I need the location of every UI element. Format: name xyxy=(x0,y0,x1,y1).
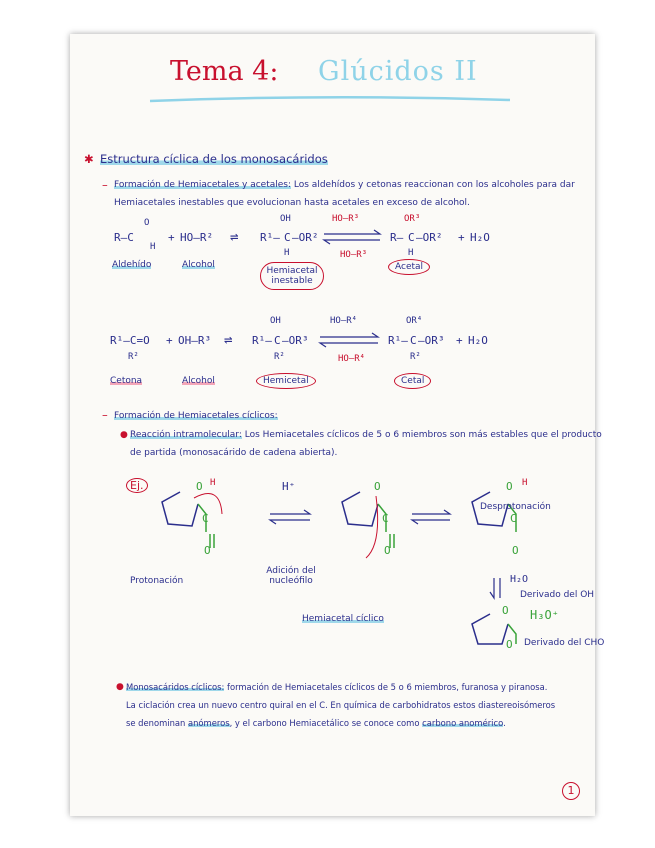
r2-label-alcohol: Alcohol xyxy=(182,376,215,386)
derived-oh: Derivado del OH xyxy=(520,590,595,600)
ej-label: Ej. xyxy=(126,478,148,493)
bullet1-line1: Los Hemiacetales cíclicos de 5 o 6 miembros son más estables que el producto xyxy=(244,430,602,440)
r2-ketal-bottom: R² xyxy=(410,352,421,362)
section3-line3-e: . xyxy=(503,718,506,728)
r2-water: H₂O xyxy=(468,334,488,347)
r2-eq-arrows xyxy=(320,333,382,347)
r1-reagent-top: HO–R³ xyxy=(332,214,360,224)
r2-ketal-c: C xyxy=(410,334,417,347)
r1-label-aldehyde: Aldehído xyxy=(112,260,152,270)
r1-label-hemi: Hemiacetal inestable xyxy=(260,262,324,290)
hydronium-label: H₃O⁺ xyxy=(530,608,559,622)
r2-plus1: + xyxy=(166,334,173,347)
r2-arrow: ⇌ xyxy=(224,332,233,348)
sub1-line2: Hemiacetales inestables que evolucionan hasta acetales en exceso de alcohol. xyxy=(114,198,470,208)
title-underline xyxy=(150,96,510,106)
r1-acetal-top: OR³ xyxy=(404,214,421,224)
r2-label-ketone: Cetona xyxy=(110,376,143,386)
r2-reagent-top: HO–R⁴ xyxy=(330,316,358,326)
ring4-o: O xyxy=(502,604,509,617)
r2-hemi-left: R¹– xyxy=(252,334,272,347)
notebook-page xyxy=(70,34,605,816)
bullet-icon: ● xyxy=(120,430,128,440)
ring3-c: C xyxy=(510,512,517,525)
sub1-line1: Los aldehídos y cetonas reaccionan con los alcoholes para dar xyxy=(293,180,575,190)
r2-ketal-top: OR⁴ xyxy=(406,316,423,326)
r1-h-bottom: H xyxy=(284,248,290,258)
r1-hemi-right: –OR² xyxy=(292,231,319,244)
r1-acetal-bottom: H xyxy=(408,248,414,258)
bullet-icon: ● xyxy=(116,682,124,692)
sub1-heading: Formación de Hemiacetales y acetales: xyxy=(114,180,292,190)
section3-line3-a: se denominan xyxy=(126,718,186,728)
ring3-o2: O xyxy=(512,544,519,557)
r1-alcohol: HO–R² xyxy=(180,231,214,244)
derived-cho: Derivado del CHO xyxy=(524,638,605,648)
r2-ketone-r: R² xyxy=(128,352,139,362)
r1-label-acetal: Acetal xyxy=(388,259,430,275)
r2-r-bottom: R² xyxy=(274,352,285,362)
r2-label-ketal: Cetal xyxy=(394,373,431,389)
ring1-h: H xyxy=(210,478,216,488)
r2-oh-top: OH xyxy=(270,316,281,326)
ring1-c: C xyxy=(202,512,209,525)
step-addition: Adición del nucleófilo xyxy=(266,566,316,586)
r1-label-alcohol: Alcohol xyxy=(182,260,215,270)
ring1-o: O xyxy=(196,480,203,493)
r1-acetal-left: R– xyxy=(390,231,404,244)
step-deprotonation: Desprotonación xyxy=(480,502,551,512)
dash-icon: – xyxy=(102,408,108,422)
r1-plus2: + xyxy=(458,231,465,244)
section3-heading: Monosacáridos cíclicos: xyxy=(126,682,225,692)
r2-hemi-right: –OR³ xyxy=(282,334,309,347)
title-main: Glúcidos II xyxy=(318,56,478,87)
section1-heading: Estructura cíclica de los monosacáridos xyxy=(100,152,328,166)
section2-heading: Formación de Hemiacetales cíclicos: xyxy=(114,411,278,421)
r1-eq-arrows xyxy=(324,230,384,244)
bullet1-heading: Reacción intramolecular: xyxy=(130,430,242,440)
ring3-h: H xyxy=(522,478,528,488)
r1-reactant1: R–C xyxy=(114,231,134,244)
water-label: H₂O xyxy=(510,574,529,585)
r1-arrow: ⇌ xyxy=(230,229,239,245)
r2-ketone: R¹–C=O xyxy=(110,334,150,347)
title-prefix: Tema 4: xyxy=(170,56,279,87)
star-icon: ✱ xyxy=(84,152,94,166)
r2-label-hemi: Hemicetal xyxy=(256,373,316,389)
ring4-o2: O xyxy=(506,638,513,651)
r1-hemi-left: R¹– xyxy=(260,231,280,244)
ring2-c: C xyxy=(382,512,389,525)
r2-ketal-right: –OR³ xyxy=(418,334,445,347)
r1-acetal-right: –OR² xyxy=(416,231,443,244)
bullet1-line2: de partida (monosacárido de cadena abierta). xyxy=(130,448,338,458)
section3-carbono-anomerico: carbono anomérico xyxy=(422,718,504,728)
r1-water: H₂O xyxy=(470,231,490,244)
r2-plus2: + xyxy=(456,334,463,347)
r1-oh-top: OH xyxy=(280,214,291,224)
section3-anomeros: anómeros xyxy=(187,718,230,728)
ring2-o: O xyxy=(374,480,381,493)
r1-acetal-c: C xyxy=(408,231,415,244)
ring2-o2: O xyxy=(384,544,391,557)
section3-line3-c: , y el carbono Hemiacetálico se conoce como xyxy=(229,718,420,728)
r1-plus1: + xyxy=(168,231,175,244)
dash-icon: – xyxy=(102,178,108,192)
r2-ketal-left: R¹– xyxy=(388,334,408,347)
r2-alcohol: OH–R³ xyxy=(178,334,212,347)
step-protonation: Protonación xyxy=(130,576,184,586)
r2-hemi-c: C xyxy=(274,334,281,347)
ring3-o: O xyxy=(506,480,513,493)
r1-reagent-bottom: HO–R³ xyxy=(340,250,368,260)
r1-reactant1-h: H xyxy=(150,242,156,252)
section3-line2: La ciclación crea un nuevo centro quiral en el C. En química de carbohidratos estos diastereoisómeros xyxy=(126,700,556,710)
section3-line1: formación de Hemiacetales cíclicos de 5 o 6 miembros, furanosa y piranosa. xyxy=(227,682,548,692)
r1-hemi-c: C xyxy=(284,231,291,244)
r1-reactant1-o: O xyxy=(144,218,150,228)
hplus-label: H⁺ xyxy=(282,480,296,493)
label-hemi-cyclic: Hemiacetal cíclico xyxy=(302,614,384,624)
page-number: 1 xyxy=(562,782,580,800)
ring1-o2: O xyxy=(204,544,211,557)
r2-reagent-bottom: HO–R⁴ xyxy=(338,354,366,364)
